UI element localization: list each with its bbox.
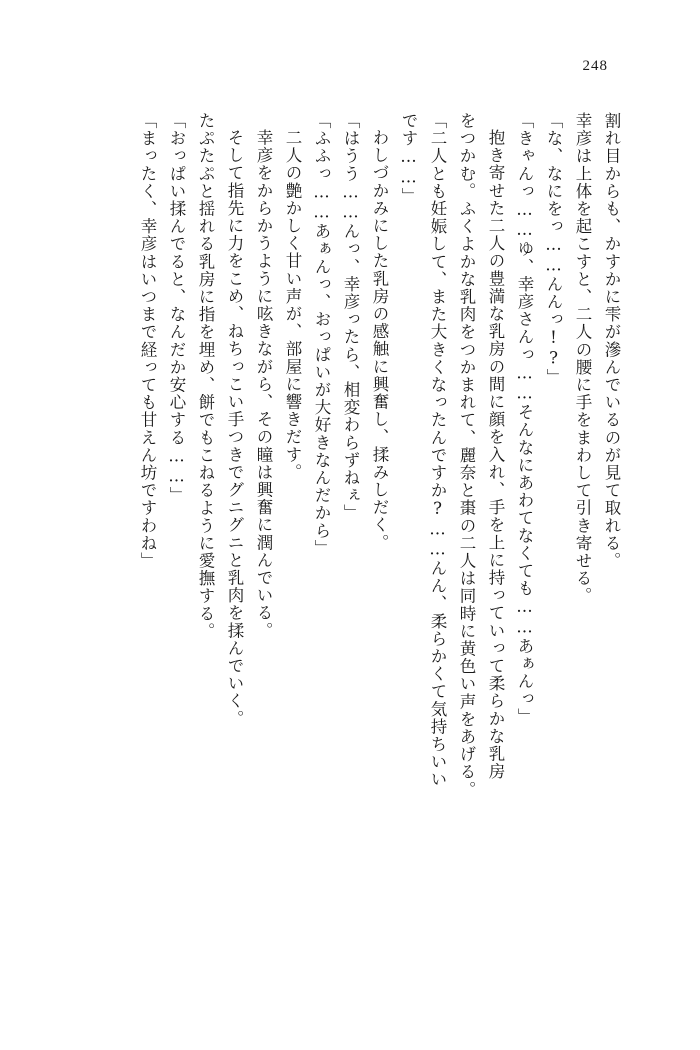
text-line: 「な、なにをっ……んんっ!?」	[544, 112, 563, 386]
text-line: 「おっぱい揉んでると、なんだか安心する……」	[167, 112, 186, 505]
text-line: 「きゃんっ……ゆ、幸彦さんっ……そんなにあわてなくても……あぁんっ」	[515, 112, 534, 726]
text-line: わしづかみにした乳房の感触に興奮し、揉みしだく。	[370, 129, 389, 552]
text-line: 幸彦をからかうように呟きながら、その瞳は興奮に潤んでいる。	[254, 129, 273, 640]
text-line: たぷたぷと揺れる乳房に指を埋め、餅でもこねるように愛撫する。	[196, 112, 215, 640]
text-line: そして指先に力をこめ、ねちっこい手つきでグニグニと乳肉を揉んでいく。	[225, 129, 244, 728]
vertical-text-body	[74, 112, 626, 990]
page-number: 248	[582, 58, 608, 74]
text-line: 幸彦は上体を起こすと、二人の腰に手をまわして引き寄せる。	[573, 112, 592, 605]
text-line: 「二人とも妊娠して、また大きくなったんですか?……んん、柔らかくて気持ちいい	[428, 112, 447, 789]
text-line: です……」	[399, 112, 418, 205]
text-line: 「まったく、幸彦はいつまで経っても甘えん坊ですわね」	[138, 112, 157, 570]
text-line: 割れ目からも、かすかに雫が滲んでいるのが見て取れる。	[602, 112, 621, 570]
text-line: 二人の艶かしく甘い声が、部屋に響きだす。	[283, 129, 302, 481]
text-line: 「ふふっ……あぁんっ、おっぱいが大好きなんだから」	[312, 112, 331, 557]
text-line: をつかむ。ふくよかな乳肉をつかまれて、麗奈と棗の二人は同時に黄色い声をあげる。	[457, 112, 476, 799]
text-line: 抱き寄せた二人の豊満な乳房の間に顔を入れ、手を上に持っていって柔らかな乳房	[486, 129, 505, 781]
text-line: 「はうう……んっ、幸彦ったら、相変わらずねぇ」	[341, 112, 360, 522]
